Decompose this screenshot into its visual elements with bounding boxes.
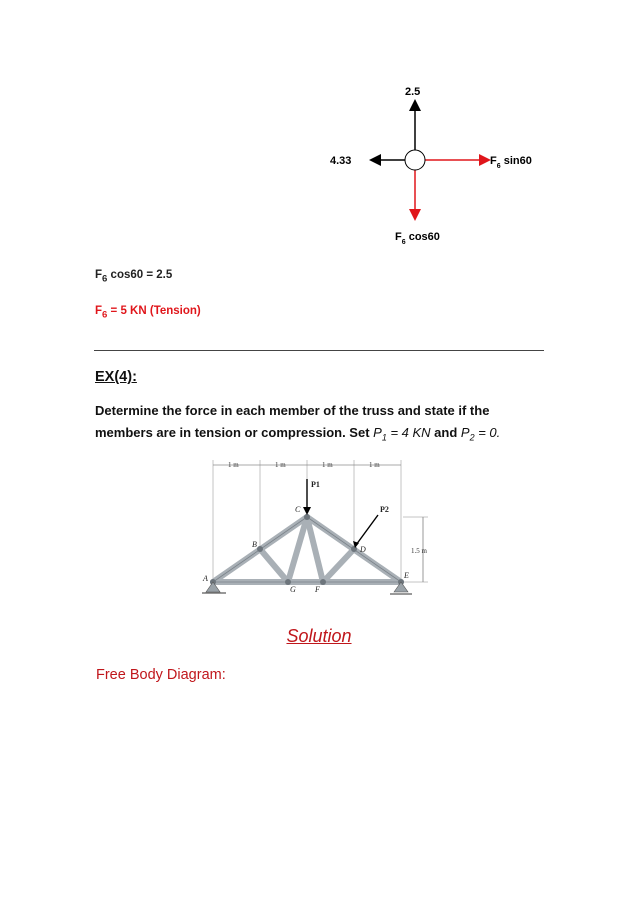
load-p1: P1 — [311, 480, 320, 489]
label-up: 2.5 — [405, 86, 421, 98]
node-e: E — [404, 571, 409, 580]
problem-statement: Determine the force in each member of the truss and state if the members are in tension or compression. Set $P_1 = 4$ KN and $P_2 = 0$. — [95, 403, 501, 443]
dim-3: 1 m — [322, 461, 333, 469]
solution-heading: Solution — [286, 626, 352, 646]
joint-free-body-diagram — [320, 80, 560, 250]
label-right: $F_6$ sin60 — [490, 155, 532, 170]
truss-figure — [198, 457, 438, 607]
dim-1: 1 m — [228, 461, 239, 469]
dim-2: 1 m — [275, 461, 286, 469]
joint-circle — [405, 150, 425, 170]
free-body-diagram-heading: Free Body Diagram: — [96, 667, 226, 683]
node-g: G — [290, 585, 296, 594]
section-divider — [94, 350, 544, 351]
node-c: C — [295, 505, 301, 514]
height-label: 1.5 m — [411, 547, 427, 555]
node-b: B — [252, 540, 257, 549]
dim-4: 1 m — [369, 461, 380, 469]
equation-2: $F_6 = 5$ KN (Tension) — [95, 305, 201, 321]
node-f: F — [315, 585, 320, 594]
example-title: EX(4): — [95, 369, 137, 385]
label-down: $F_6$ cos60 — [395, 231, 440, 246]
node-d: D — [360, 545, 366, 554]
label-left: 4.33 — [330, 155, 352, 167]
node-a: A — [203, 574, 208, 583]
load-p2: P2 — [380, 505, 389, 514]
equation-1: $F_6$ cos60 = 2.5 — [95, 269, 173, 285]
